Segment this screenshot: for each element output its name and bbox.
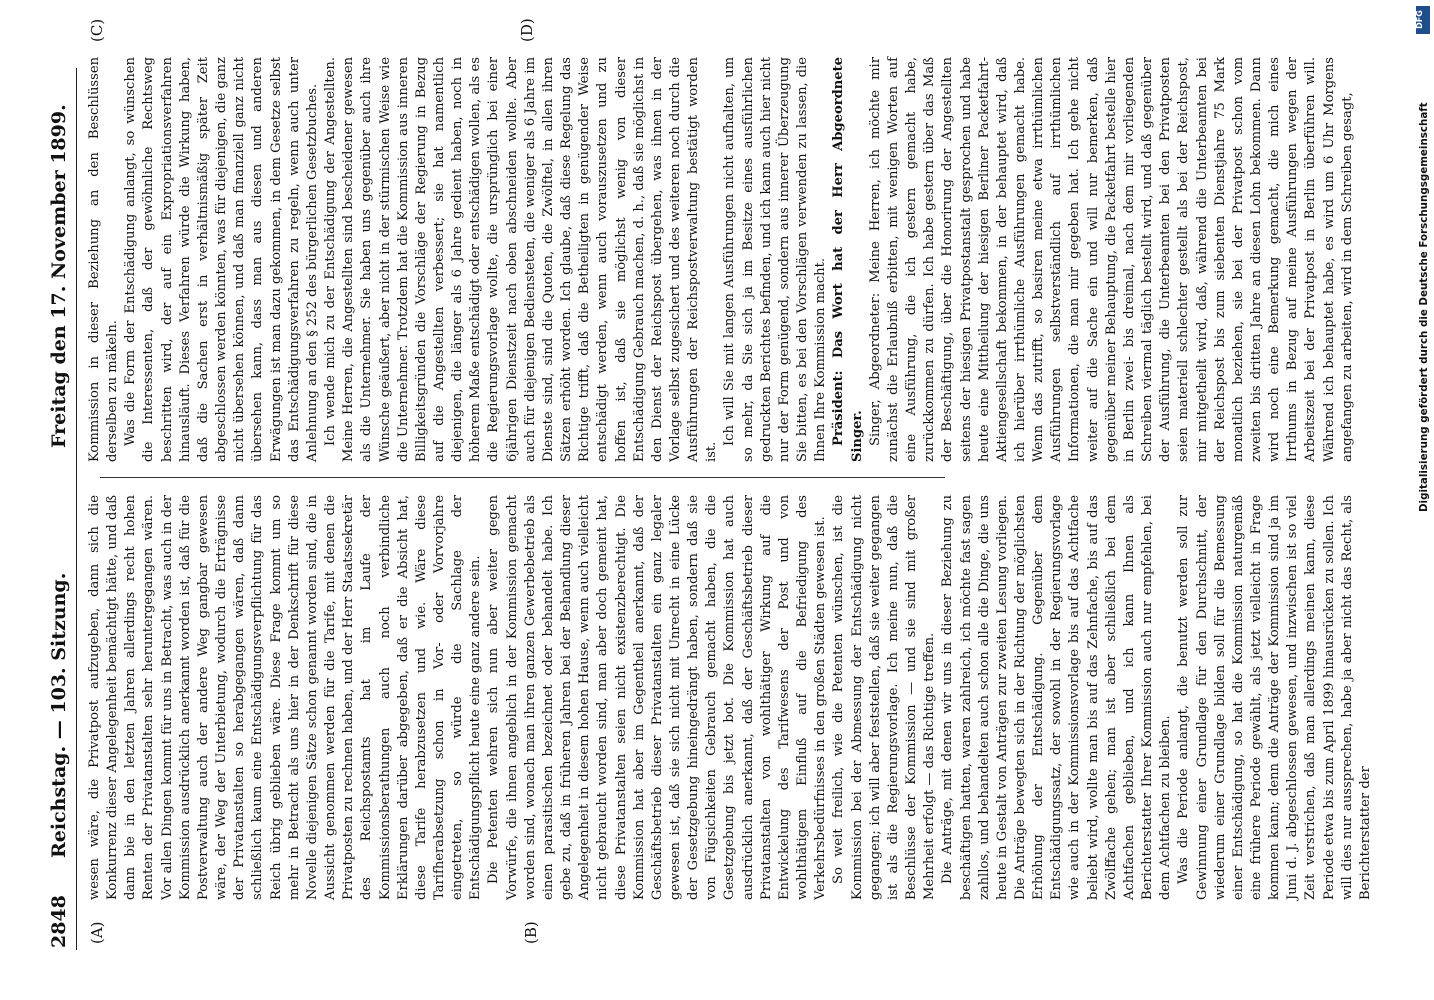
paragraph: Singer, Abgeordneter: Meine Herren, ich möchte mir zunächst die Erlaubniß erbitten, mit wenigen Worten auf eine Ausführung, die ich gestern gemacht habe, zurückkommen zu dürfen. Ich habe gestern über das Maß der Beschäftigung, über die Honorirung der Angestellten seitens der hiesigen Privatpostanstalt gesprochen und habe heute eine Mittheilung der hiesigen Berliner Packetfahrt-Aktiengesellschaft bekommen, in der behauptet wird, daß ich hierüber irrthümliche Ausführungen gemacht habe. Wenn das zutrifft, so basiren meine etwa irrthümlichen Ausführungen selbstverständlich auf irrthümlichen Informationen, die man mir gegeben hat. Ich gehe nicht weiter auf die Sache ein und will nur bemerken, daß gegenüber meiner Behauptung, die Packetfahrt bestelle hier in Berlin zwei- bis dreimal, nach dem mir vorliegenden Schreiben viermal täglich bestellt wird, und daß gegenüber der Ausführung, die Unterbeamten bei den Privatposten seien materiell schlechter gestellt als bei der Reichspost, mir mitgetheilt wird, daß, während die Unterbeamten bei der Reichspost bis zum siebenten Dienstjahre 75 Mark monatlich beziehen, sie bei der Privatpost schon vom zweiten bis dritten Jahre an diesen Lohn bekommen. Dann wird noch eine Bemerkung gemacht, die mich eines Irrthums in Bezug auf meine Ausführungen wegen der Arbeitszeit bei der Privatpost in Berlin überführen will. Während ich behauptet habe, es wird um 6 Uhr Morgens angefangen zu arbeiten, wird in dem Schreiben gesagt, — [867, 57, 1355, 462]
margin-mark-b: (B) — [522, 921, 540, 944]
header-date: Freitag den 17. November 1899. — [48, 104, 70, 448]
paragraph: Die Petenten wehren sich nun aber weiter gegen Vorwürfe, die ihnen angeblich in der Kommission gemacht worden sind, wonach man ihren ganzen Gewerbebetrieb als einen parasitischen bezeichnet oder behandelt habe. Ich gebe zu, daß in früheren Jahren bei der Behandlung dieser Angelegenheit in diesem hohen Hause, wenn auch vielleicht nicht gebraucht worden sind, man aber doch gemeint hat, diese Privatanstalten seien nicht existenzberechtigt. Die Kommission hat aber im Gegentheil anerkannt, daß der Geschäftsbetrieb dieser Privatanstalten ein ganz legaler gewesen ist, daß sie sich nicht mit Unrecht in eine Lücke der Gesetzgebung hineingedrängt haben, sondern daß sie von Fügsichkeiten Gebrauch gemacht haben, die die Gesetzgebung bis jetzt bot. Die Kommission hat auch ausdrücklich anerkannt, daß der Geschäftsbetrieb dieser Privatanstalten von wohlthätiger Wirkung auf die Entwickelung des Tarifwesens der Post und von wohlthätigem Einfluß auf die Befriedigung des Verkehrsbedürfnisses in den großen Städten gewesen ist. — [486, 495, 829, 900]
dfg-logo-badge — [1416, 6, 1430, 34]
header-session: Reichstag. — 103. Sitzung. — [48, 572, 70, 858]
paragraph: wesen wäre, die Privatpost aufzugeben, dann sich die Konkurrenz dieser Angelegenheit bemächtigt hätte, und daß dann bie in den letzten Jahren allerdings recht hohen Renten der Privatanstalten sehr heruntergegangen wären. Vor allen Dingen kommt für uns in Betracht, was auch in der Kommission ausdrücklich anerkannt worden ist, daß für die Postverwaltung auch der andere Weg gangbar gewesen wäre, der Weg der Unterbietung, wodurch die Erträgnisse der Privatanstalten so herabgegangen wären, daß dann schließlich kaum eine Entschädigungsverpflichtung für das Reich übrig geblieben wäre. Diese Frage kommt um so mehr in Betracht als uns hier in der Denkschrift für diese Novelle diejenigen Sätze schon genannt worden sind, die in Aussicht genommen werden für die Tarife, mit denen die Privatposten zu rechnen haben, und der Herr Staatssekretär des Reichspostamts hat im Laufe der Kommissionsberathungen auch noch verbindliche Erklärungen darüber abgegeben, daß er die Absicht hat, diese Tarife herabzusetzen und wie. Wäre diese Tarifherabsetzung schon in Vor- oder Vorvorjahre eingetreten, so würde die Sachlage der Entschädigungspflicht heute eine ganz andere sein. — [87, 495, 484, 900]
paragraph: Kommission in dieser Beziehung an den Beschlüssen derselben zu mäkeln. — [87, 57, 121, 462]
paragraph-president: Präsident: Das Wort hat der Herr Abgeordnete Singer. — [831, 57, 865, 462]
digitization-note-text: Digitalisierung gefördert durch die Deutsche Forschungsgemeinschaft — [1418, 102, 1430, 512]
digitization-note — [1414, 36, 1432, 516]
dfg-logo-text: DFG — [1414, 10, 1424, 29]
running-header — [40, 70, 74, 948]
text-column-right — [86, 57, 1355, 462]
paragraph: Die Anträge, mit denen wir uns in dieser Beziehung zu beschäftigen hatten, waren zahlreich, ich möchte fast sagen zahllos, und behandelten auch schon alle die Dinge, die uns heute in Gestalt von Anträgen zur zweiten Lesung vorliegen. Die Anträge bewegten sich in der Richtung der möglichsten Erhöhung der Entschädigung. Gegenüber dem Entschädigungssatz, der sowohl in der Regierungsvorlage wie auch in der Kommissionsvorlage bis auf das Achtfache beliebt wird, wollte man bis auf das Zehnfache, bis auf das Zwölffache gehen; man ist aber schließlich bei dem Achtfachen geblieben, und ich kann Ihnen als Berichterstatter Ihrer Kommission auch nur empfehlen, bei dem Achtfachen zu bleiben. — [940, 495, 1174, 900]
paragraph: Ich wende mich zu der Entschädigung der Angestellten. Meine Herren, die Angestellten sind bescheidener gewesen als die Unternehmer. Sie haben uns gegenüber auch ihre Wünsche geäußert, aber nicht in der stürmischen Weise wie die Unternehmer. Trotzdem hat die Kommission aus inneren Billigkeitsgründen die Vorschläge der Regierung in Bezug auf die Angestellten verbessert; sie hat namentlich diejenigen, die länger als 6 Jahre gedient haben, noch in höherem Maße entschädigt oder entschädigen wollen, als es die Regierungsvorlage wollte, die ursprünglich bei einer 6jährigen Dienstzeit nach oben abschneiden wollte. Aber auch für diejenigen Bediensteten, die weniger als 6 Jahre im Dienste sind, sind die Quoten, die Zwölftel, in allen ihren Sätzen erhöht worden. Ich glaube, daß diese Regelung das Richtige trifft, daß die Betheiligten in genügender Weise entschädigt werden, wenn auch vorauszusetzen und zu hoffen ist, daß sie möglichst wenig von dieser Entschädigung Gebrauch machen, d. h., daß sie möglichst in den Dienst der Reichspost übergehen, was ihnen in der Vorlage selbst zugesichert und des weiteren noch durch die Ausführungen der Reichspostverwaltung bestätigt worden ist. — [323, 57, 720, 462]
paragraph: Was die Periode anlangt, die benutzt werden soll zur Gewinnung einer Grundlage für den Durchschnitt, der wiederum einer Grundlage bilden soll für die Bemessung einer Entschädigung, so hat die Kommission naturgemäß eine frühere Periode gewählt, als jetzt vielleicht in Frage kommen kann; denn die Anträge der Kommission sind ja im Juni d. J. abgeschlossen gewesen, und inzwischen ist so viel Zeit verstrichen, daß man allerdings meinen kann, diese Periode etwa bis zum April 1899 hinausrücken zu sollen. Ich will dies nur aussprechen, habe ja aber nicht das Recht, als Berichterstatter der — [1176, 495, 1373, 900]
column-divider — [100, 477, 945, 478]
margin-mark-a: (A) — [88, 921, 106, 944]
text-column-left — [86, 495, 1373, 900]
paragraph: Was die Form der Entschädigung anlangt, so wünschen die Interessenten, daß der gewöhnliche Rechtsweg beschritten wird, der auf ein Expropriationsverfahren hinausläuft. Dieses Verfahren würde die Wirkung haben, daß die Sachen erst in verhältnismäßig später Zeit abgeschlossen werden könnten, was für diejenigen, die ganz nicht übersehen können, und daß man finanziell ganz nicht übersehen kann, dass man aus diesen und anderen Erwägungen ist man dazu gekommen, in dem Gesetze selbst das Entschädigungsverfahren zu regeln, wenn auch unter Anlehnung an den § 252 des bürgerlichen Gesetzbuches. — [123, 57, 320, 462]
margin-mark-d: (D) — [518, 18, 536, 42]
margin-mark-c: (C) — [88, 18, 106, 42]
page-number: 2848 — [48, 895, 70, 948]
paragraph: Ich will Sie mit langen Ausführungen nicht aufhalten, um so mehr, da Sie sich ja im Besitze eines ausführlichen gedruckten Berichtes befinden, und ich kann auch hier nicht nur der Form genügend, sondern aus innerer Überzeugung Sie bitten, es bei den Vorschlägen verwenden zu lassen, die Ihnen Ihre Kommission macht. — [722, 57, 829, 462]
header-rule — [76, 68, 77, 950]
paragraph: So weit freilich, wie die Petenten wünschen, ist die Kommission bei der Abmessung der Entschädigung nicht gegangen; ich will aber feststellen, daß sie weiter gegangen ist als die Regierungsvorlage. Ich meine nun, daß die Beschlüsse der Kommission — und sie sind mit großer Mehrheit erfolgt — das Richtige treffen. — [831, 495, 938, 900]
